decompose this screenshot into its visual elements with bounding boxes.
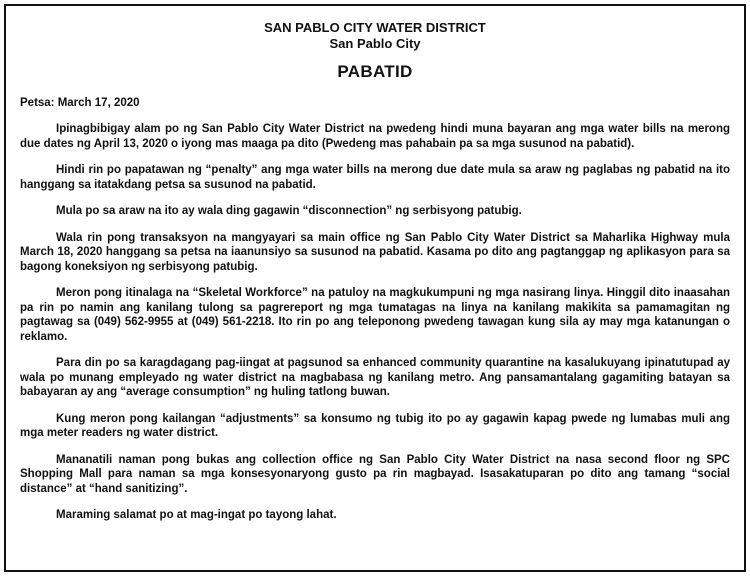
notice-title: PABATID	[337, 62, 413, 81]
paragraph-office-closed: Wala rin pong transaksyon na mangyayari sa main office ng San Pablo City Water District sa Maharlika Highway mula March 18, 2020 hanggang sa petsa na iaanunsiyo sa susunod na pabatid. Kasama po dito ang pagtanggap ng aplikasyon para sa bagong koneksiyon ng serbisyong patubig.	[20, 231, 730, 273]
notice-body	[20, 122, 730, 523]
date-line: Petsa: March 17, 2020	[20, 97, 140, 109]
paragraph-skeletal-workforce: Meron pong itinalaga na “Skeletal Workforce” na patuloy na magkukumpuni ng mga nasirang linya. Hinggil dito inaasahan pa rin po namin ang kanilang tulong sa pagrereport ng mga tumatagas na linya na kanilang makikita sa pamamagitan ng pagtawag sa (049) 562-9955 at (049) 561-2218. Ito rin po ang teleponong pwedeng tawagan kung sila ay may mga katanungan o reklamo.	[20, 287, 730, 343]
paragraph-no-penalty: Hindi rin po papatawan ng “penalty” ang mga water bills na merong due date mula sa araw ng paglabas ng pabatid na ito hanggang sa itatakdang petsa sa susunod na pabatid.	[20, 164, 730, 191]
notice-header	[20, 20, 730, 82]
paragraph-bills-deferral: Ipinagbibigay alam po ng San Pablo City Water District na pwedeng hindi muna bayaran ang mga water bills na merong due dates ng April 13, 2020 o iyong mas maaga pa dito (Pwedeng mas pahabain pa sa mga susunod na pabatid).	[20, 123, 730, 150]
paragraph-closing: Maraming salamat po at mag-ingat po tayong lahat.	[56, 509, 337, 521]
city-name: San Pablo City	[329, 36, 421, 51]
organization-name: SAN PABLO CITY WATER DISTRICT	[264, 20, 486, 35]
paragraph-adjustments: Kung meron pong kailangan “adjustments” sa konsumo ng tubig ito po ay gagawin kapag pwede ng lumabas muli ang mga meter readers ng water district.	[20, 412, 730, 439]
paragraph-collection-office: Mananatili naman pong bukas ang collection office ng San Pablo City Water District na nasa second floor ng SPC Shopping Mall para naman sa mga konsesyonaryong gusto pa rin magbayad. Isasakatuparan po dito ang tamang “social distance” at “hand sanitizing”.	[20, 453, 730, 495]
notice-document	[4, 4, 746, 572]
paragraph-meter-reading: Para din po sa karagdagang pag-iingat at pagsunod sa enhanced community quarantine na kasalukuyang ipinatutupad ay wala po munang empleyado ng water district na magbabasa ng kanilang metro. Ang pansamantalang gagamiting batayan sa babayaran ay ang “average consumption” ng huling tatlong buwan.	[20, 357, 730, 398]
paragraph-no-disconnection: Mula po sa araw na ito ay wala ding gagawin “disconnection” ng serbisyong patubig.	[56, 205, 522, 217]
